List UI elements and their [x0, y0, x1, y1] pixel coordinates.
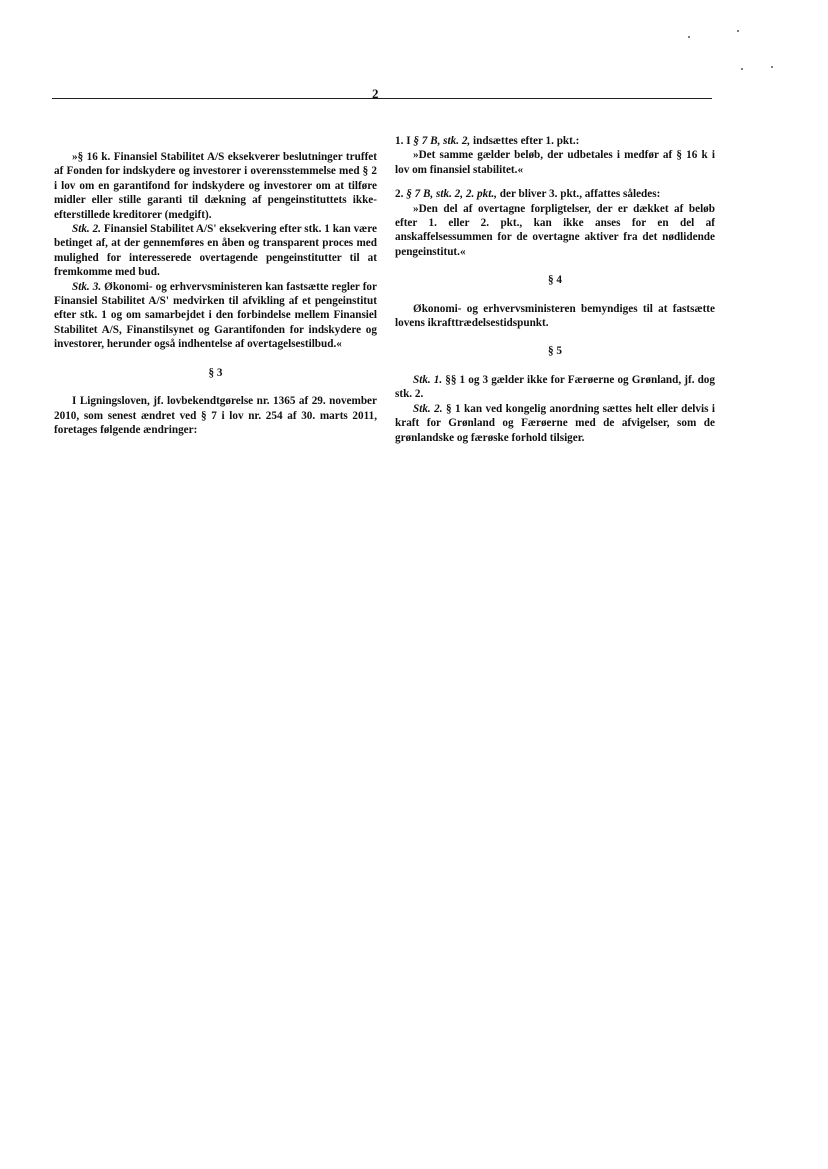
- section-heading-4: § 4: [548, 274, 562, 287]
- scan-speck: [688, 36, 690, 38]
- scan-speck: [741, 68, 743, 70]
- paragraph-ligningsloven: I Ligningsloven, jf. lovbekendtgørelse nr. 1365 af 29. november 2010, som senest ændret ved § 7 i lov nr. 254 af 30. marts 2011, foretages følgende ændringer:: [54, 395, 377, 436]
- item-text: indsættes efter 1. pkt.:: [470, 135, 580, 147]
- amendment-quote-1: »Det samme gælder beløb, der udbetales i medfør af § 16 k i lov om finansiel stabilitet.«: [395, 149, 715, 176]
- left-column: [54, 150, 377, 437]
- stk-label: Stk. 1.: [413, 373, 443, 386]
- paragraph-text: §§ 1 og 3 gælder ikke for Færøerne og Grønland, jf. dog stk. 2.: [395, 373, 715, 401]
- paragraph-text: Økonomi- og erhvervsministeren kan fastsætte regler for Finansiel Stabilitet A/S' medvirken til afvikling af et pengeinstitut efter stk. 1 og om samarbejdet i den forbindelse mellem Finansiel Stabilitet A/S, Finanstilsynet og Garantifonden for indskydere og investorer, herunder også indhentelse af overtagelsestilbud.«: [54, 280, 377, 351]
- item-number: 1. I: [395, 135, 411, 147]
- paragraph-stk3: [54, 280, 377, 352]
- paragraph-stk2: [54, 222, 377, 280]
- right-column: [395, 134, 715, 445]
- page-number: 2: [372, 86, 379, 101]
- amendment-item-2: [395, 187, 715, 201]
- amendment-quote-2: »Den del af overtagne forpligtelser, der er dækket af beløb efter 1. eller 2. pkt., kan ikke anses for en del af anskaffelsessummen for de overtagne aktiver fra det nødlidende pengeinstitut.«: [395, 202, 715, 258]
- paragraph-text: Finansiel Stabilitet A/S eksekverer beslutninger truffet af Fonden for indskydere og investorer i overensstemmelse med § 2 i lov om en garantifond for indskydere og investorer om at tilføre midler eller stille garanti til dækning af pengeinstituttets ikke-efterstillede kreditorer (medgift).: [54, 151, 377, 221]
- paragraph-section-5-stk2: [395, 402, 715, 445]
- scan-speck: [771, 66, 773, 68]
- paragraph-section-5-stk1: [395, 373, 715, 402]
- header-rule: [52, 98, 712, 99]
- section-heading-5: § 5: [548, 345, 562, 358]
- paragraph-16k: [54, 150, 377, 222]
- stk-label: Stk. 2.: [72, 223, 101, 236]
- stk-label: Stk. 2.: [413, 402, 443, 415]
- paragraph-text: Finansiel Stabilitet A/S' eksekvering efter stk. 1 kan være betinget af, at der gennemføres en åben og transparent proces med mulighed for interesserede overtagende pengeinstitutter til at fremkomme med bud.: [54, 223, 377, 279]
- section-heading-3: § 3: [208, 366, 223, 379]
- paragraph-text: § 1 kan ved kongelig anordning sættes helt eller delvis i kraft for Grønland og Færøerne med de afvigelser, som de grønlandske og færøske forhold tilsiger.: [395, 402, 715, 444]
- paragraph-section-4: Økonomi- og erhvervsministeren bemyndiges til at fastsætte lovens ikrafttrædelsestidspunkt.: [395, 302, 715, 330]
- amendment-item-1: [395, 134, 715, 148]
- item-reference: § 7 B, stk. 2,: [410, 135, 471, 147]
- item-text: der bliver 3. pkt., affattes således:: [496, 188, 661, 201]
- item-number: 2.: [395, 188, 404, 201]
- scan-speck: [737, 30, 739, 32]
- stk-label: Stk. 3.: [72, 280, 102, 293]
- item-reference: § 7 B, stk. 2, 2. pkt.,: [403, 188, 497, 201]
- section-16k-label: »§ 16 k.: [72, 151, 111, 163]
